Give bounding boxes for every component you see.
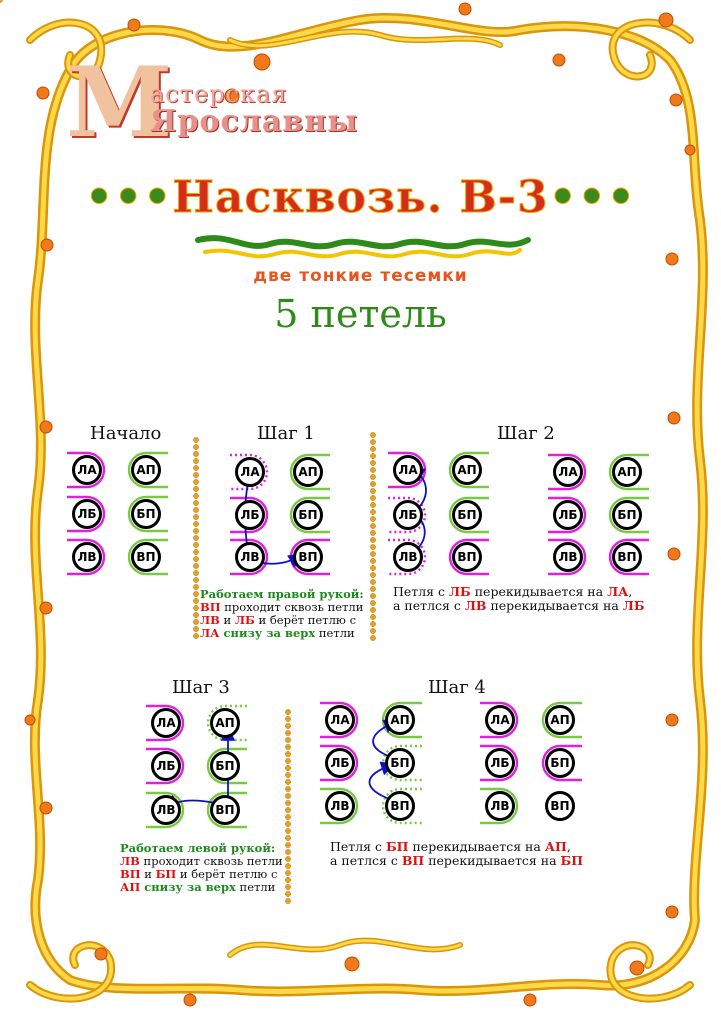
separator-dot	[370, 432, 375, 437]
step-start-label: Начало	[90, 423, 162, 444]
logo-letter: М	[66, 46, 173, 159]
loop-ring-lb: ЛБ	[72, 499, 102, 529]
separator-dot	[193, 458, 198, 463]
step-4-label: Шаг 4	[428, 677, 486, 698]
separator-dot	[370, 460, 375, 465]
separator-dot	[285, 751, 290, 756]
separator-dot	[193, 465, 198, 470]
loop-ring-lv: ЛВ	[485, 791, 515, 821]
loop-ring-lb: ЛБ	[325, 748, 355, 778]
separator-dot	[285, 835, 290, 840]
separator-dot	[285, 779, 290, 784]
separator-dot	[370, 558, 375, 563]
loop-ring-vp: ВП	[545, 791, 575, 821]
separator-dot	[370, 509, 375, 514]
loop-ring-ap: АП	[210, 708, 240, 738]
separator-dot	[285, 730, 290, 735]
separator-dot	[193, 437, 198, 442]
separator-dot	[193, 500, 198, 505]
loop-ring-vp: ВП	[452, 542, 482, 572]
separator-dot	[193, 549, 198, 554]
step-3-note: Работаем левой рукой: ЛВ проходит сквозь петли ВП и БП и берёт петлю с АП снизу за верх петли	[120, 841, 283, 894]
loop-ring-vp: ВП	[131, 542, 161, 572]
loop-ring-lv: ЛВ	[151, 795, 181, 825]
separator-dot	[193, 521, 198, 526]
separator-dot	[370, 523, 375, 528]
loop-ring-la: ЛА	[485, 705, 515, 735]
separator-dot	[285, 723, 290, 728]
separator-dot	[193, 591, 198, 596]
separator-dot	[285, 772, 290, 777]
separator-dot	[370, 537, 375, 542]
separator-dot	[285, 800, 290, 805]
separator-dot	[370, 502, 375, 507]
step-4-note: Петля с БП перекидывается на АП, а петлся с ВП перекидывается на БП	[330, 839, 584, 868]
loop-ring-vp: ВП	[612, 542, 642, 572]
logo-line-2: Ярославны	[150, 104, 359, 139]
step-2-label: Шаг 2	[497, 423, 555, 444]
separator-dot	[370, 516, 375, 521]
separator-dot	[193, 577, 198, 582]
separator-dot	[285, 758, 290, 763]
loop-ring-bp: БП	[612, 500, 642, 530]
loop-ring-la: ЛА	[553, 457, 583, 487]
separator-dot	[193, 626, 198, 631]
loop-ring-ap: АП	[452, 455, 482, 485]
loop-ring-lv: ЛВ	[235, 542, 265, 572]
page-title	[0, 172, 721, 223]
separator-dot	[370, 453, 375, 458]
loop-ring-bp: БП	[210, 751, 240, 781]
step-1-label: Шаг 1	[257, 423, 315, 444]
loop-ring-lb: ЛБ	[485, 748, 515, 778]
loop-ring-bp: БП	[545, 748, 575, 778]
separator-dot	[285, 898, 290, 903]
separator-dot	[370, 474, 375, 479]
separator-dot	[193, 486, 198, 491]
separator-dot	[193, 493, 198, 498]
separator-dot	[285, 821, 290, 826]
logo-line-1: астерская	[150, 80, 288, 108]
loop-ring-lb: ЛБ	[235, 500, 265, 530]
separator-dot	[193, 451, 198, 456]
loop-ring-lv: ЛВ	[72, 542, 102, 572]
separator-dot	[193, 479, 198, 484]
separator-dot	[370, 439, 375, 444]
title-dots-left: •••	[85, 172, 173, 223]
loop-ring-lv: ЛВ	[553, 542, 583, 572]
separator-dot	[370, 495, 375, 500]
separator-dot	[285, 765, 290, 770]
separator-dot	[193, 619, 198, 624]
separator-dot	[193, 472, 198, 477]
loop-ring-lb: ЛБ	[553, 500, 583, 530]
loop-ring-vp: ВП	[385, 791, 415, 821]
separator-dot	[370, 579, 375, 584]
step-1-note: Работаем правой рукой: ВП проходит сквозь петли ЛВ и ЛБ и берёт петлю с ЛА снизу за верх петли	[200, 587, 364, 640]
separator-dot	[370, 467, 375, 472]
separator-dot	[370, 488, 375, 493]
separator-dot	[193, 584, 198, 589]
separator-dot	[370, 481, 375, 486]
loop-ring-ap: АП	[612, 457, 642, 487]
loop-ring-lb: ЛБ	[151, 751, 181, 781]
separator-dot	[285, 716, 290, 721]
separator-dot	[370, 565, 375, 570]
separator-dot	[193, 563, 198, 568]
separator-dot	[193, 535, 198, 540]
separator-dot	[285, 828, 290, 833]
loop-ring-ap: АП	[545, 705, 575, 735]
separator-dot	[370, 530, 375, 535]
loop-ring-lv: ЛВ	[325, 791, 355, 821]
separator-dot	[193, 528, 198, 533]
separator-dot	[193, 507, 198, 512]
title-dots-right: •••	[548, 172, 636, 223]
separator-dot	[285, 793, 290, 798]
separator-dot	[193, 633, 198, 638]
loop-ring-lb: ЛБ	[393, 500, 423, 530]
separator-dot	[370, 551, 375, 556]
separator-dot	[193, 556, 198, 561]
separator-dot	[370, 572, 375, 577]
separator-dot	[370, 446, 375, 451]
loop-ring-la: ЛА	[151, 708, 181, 738]
loop-ring-ap: АП	[131, 455, 161, 485]
separator-dot	[193, 605, 198, 610]
separator-dot	[193, 444, 198, 449]
loop-ring-la: ЛА	[72, 455, 102, 485]
loop-ring-la: ЛА	[325, 705, 355, 735]
separator-dot	[285, 709, 290, 714]
loop-ring-la: ЛА	[393, 455, 423, 485]
separator-dot	[193, 612, 198, 617]
loop-ring-ap: АП	[293, 457, 323, 487]
separator-dot	[193, 570, 198, 575]
separator-dot	[285, 807, 290, 812]
separator-dot	[285, 786, 290, 791]
separator-dot	[193, 598, 198, 603]
loop-ring-ap: АП	[385, 705, 415, 735]
separator-dot	[193, 542, 198, 547]
loop-count: 5 петель	[274, 292, 447, 336]
separator-dot	[285, 814, 290, 819]
separator-dot	[285, 737, 290, 742]
loop-ring-lv: ЛВ	[393, 542, 423, 572]
loop-ring-vp: ВП	[210, 795, 240, 825]
loop-ring-bp: БП	[452, 500, 482, 530]
loop-ring-vp: ВП	[293, 542, 323, 572]
separator-dot	[193, 514, 198, 519]
title-text: Насквозь. В-3	[172, 172, 549, 223]
loop-ring-bp: БП	[293, 500, 323, 530]
loop-ring-la: ЛА	[235, 457, 265, 487]
loop-ring-bp: БП	[385, 748, 415, 778]
loop-ring-bp: БП	[131, 499, 161, 529]
separator-dot	[285, 744, 290, 749]
step-2-note: Петля с ЛБ перекидывается на ЛА, а петлся с ЛВ перекидывается на ЛБ	[393, 584, 645, 613]
step-3-label: Шаг 3	[172, 677, 230, 698]
separator-dot	[370, 544, 375, 549]
subtitle: две тонкие тесемки	[253, 266, 468, 286]
